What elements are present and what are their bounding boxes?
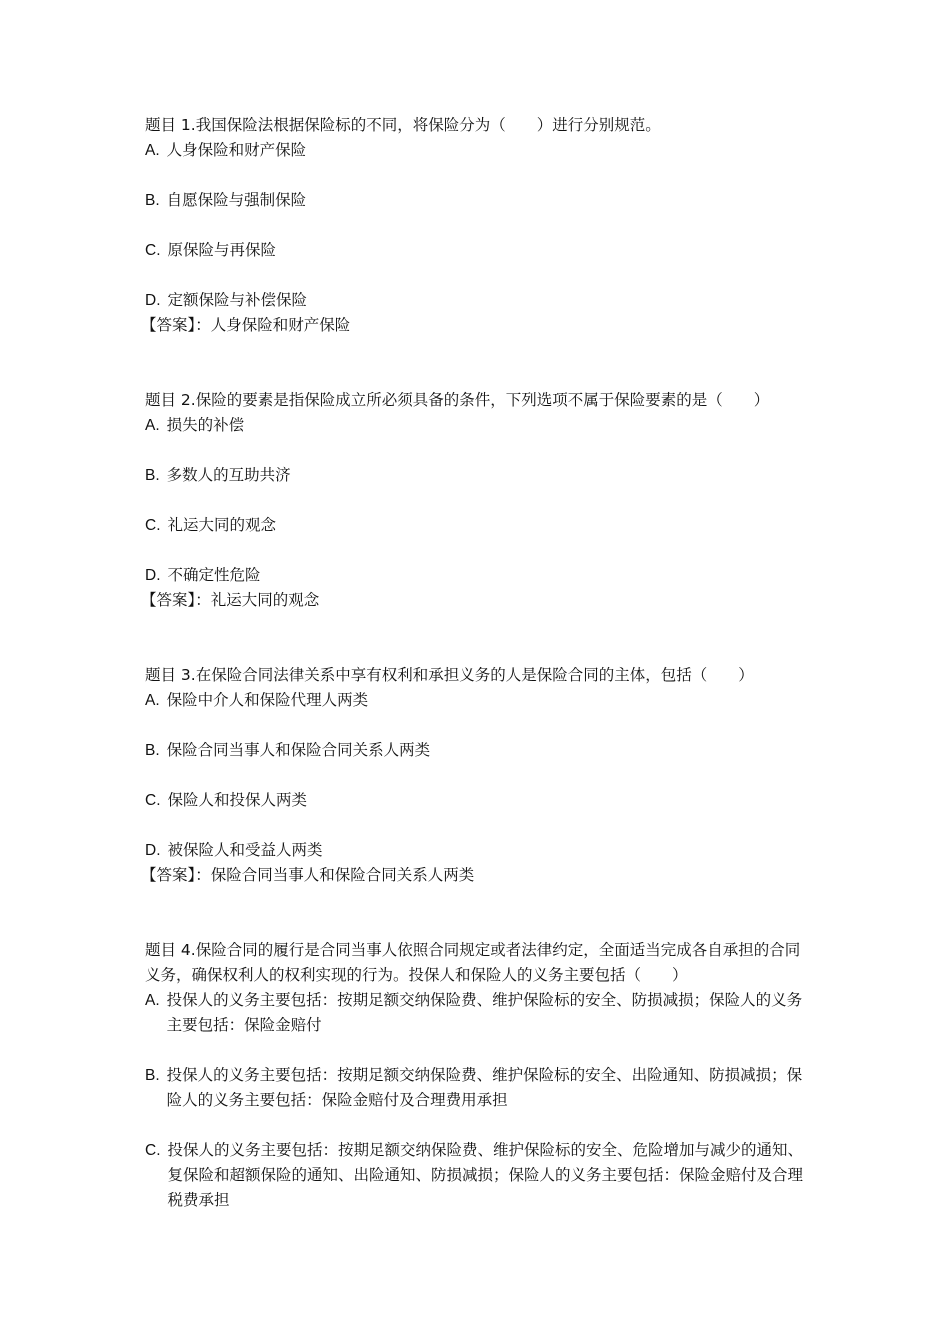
option-letter: D. xyxy=(145,292,161,309)
question-list xyxy=(141,113,813,1263)
answer-line: 【答案】：礼运大同的观念 xyxy=(141,591,320,609)
option-b xyxy=(145,463,813,488)
question-title: 题目 3.在保险合同法律关系中享有权利和承担义务的人是保险合同的主体，包括（ ） xyxy=(145,666,754,684)
option-d xyxy=(145,838,813,863)
option-letter: B. xyxy=(145,192,160,209)
option-c xyxy=(145,788,813,813)
option-text: 损失的补偿 xyxy=(166,416,245,434)
answer-line: 【答案】：人身保险和财产保险 xyxy=(141,316,351,334)
option-text: 保险人和投保人两类 xyxy=(167,791,308,809)
option-text: 礼运大同的观念 xyxy=(167,516,277,534)
option-text: 不确定性危险 xyxy=(167,566,261,584)
option-text: 投保人的义务主要包括：按期足额交纳保险费、维护保险标的安全、出险通知、防损减损；保险人的义务主要包括：保险金赔付及合理费用承担 xyxy=(166,1066,803,1109)
option-d xyxy=(145,288,813,313)
option-text: 定额保险与补偿保险 xyxy=(167,291,308,309)
option-b xyxy=(145,188,813,213)
option-letter: B. xyxy=(145,467,160,484)
option-a xyxy=(145,138,813,163)
option-text: 投保人的义务主要包括：按期足额交纳保险费、维护保险标的安全、防损减损；保险人的义务主要包括：保险金赔付 xyxy=(166,991,803,1034)
option-letter: C. xyxy=(145,792,161,809)
option-letter: A. xyxy=(145,417,160,434)
option-letter: A. xyxy=(145,692,160,709)
question-1 xyxy=(141,113,813,338)
option-text: 投保人的义务主要包括：按期足额交纳保险费、维护保险标的安全、危险增加与减少的通知、复保险和超额保险的通知、出险通知、防损减损；保险人的义务主要包括：保险金赔付及合理税费承担 xyxy=(167,1141,804,1209)
option-text: 保险中介人和保险代理人两类 xyxy=(166,691,369,709)
option-c xyxy=(145,238,813,263)
option-letter: D. xyxy=(145,842,161,859)
option-d xyxy=(145,563,813,588)
question-title: 题目 4.保险合同的履行是合同当事人依照合同规定或者法律约定，全面适当完成各自承担的合同义务，确保权利人的权利实现的行为。投保人和保险人的义务主要包括（ ） xyxy=(145,941,801,984)
option-letter: A. xyxy=(145,142,160,159)
question-title: 题目 1.我国保险法根据保险标的不同，将保险分为（ ）进行分别规范。 xyxy=(145,116,661,134)
option-text: 多数人的互助共济 xyxy=(166,466,291,484)
option-letter: A. xyxy=(145,992,160,1009)
option-letter: B. xyxy=(145,1067,160,1084)
option-c xyxy=(145,513,813,538)
option-b xyxy=(145,738,813,763)
question-title: 题目 2.保险的要素是指保险成立所必须具备的条件，下列选项不属于保险要素的是（ ） xyxy=(145,391,770,409)
option-a xyxy=(145,413,813,438)
option-c xyxy=(145,1138,813,1213)
option-a xyxy=(145,988,813,1038)
option-b xyxy=(145,1063,813,1113)
option-letter: B. xyxy=(145,742,160,759)
option-text: 人身保险和财产保险 xyxy=(166,141,307,159)
option-letter: C. xyxy=(145,242,161,259)
option-text: 保险合同当事人和保险合同关系人两类 xyxy=(166,741,431,759)
question-2 xyxy=(141,388,813,613)
option-text: 原保险与再保险 xyxy=(167,241,277,259)
option-letter: C. xyxy=(145,1142,161,1159)
question-4 xyxy=(145,938,813,1213)
question-3 xyxy=(141,663,813,888)
option-a xyxy=(145,688,813,713)
option-text: 自愿保险与强制保险 xyxy=(166,191,307,209)
option-text: 被保险人和受益人两类 xyxy=(167,841,323,859)
option-letter: D. xyxy=(145,567,161,584)
answer-line: 【答案】：保险合同当事人和保险合同关系人两类 xyxy=(141,866,475,884)
option-letter: C. xyxy=(145,517,161,534)
